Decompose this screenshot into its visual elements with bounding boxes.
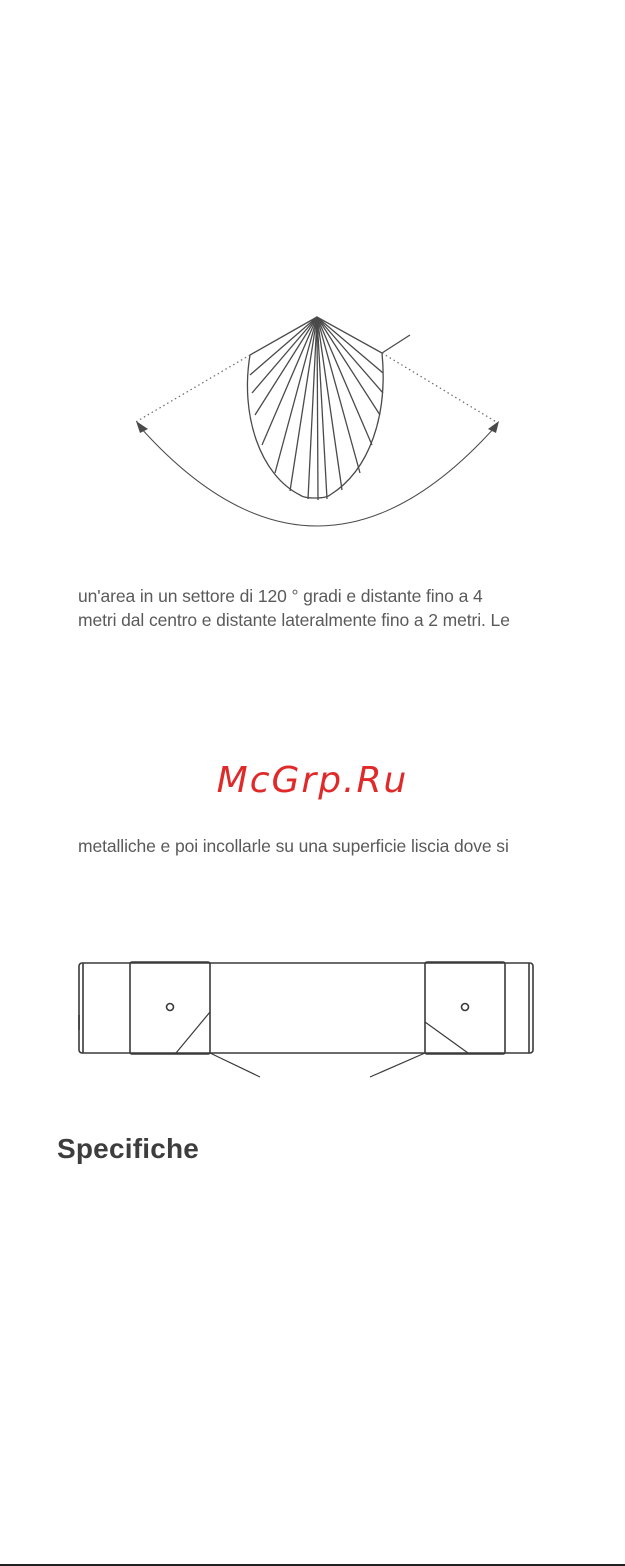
description-line-3: metalliche e poi incollarle su una superficie liscia dove si: [78, 836, 509, 856]
sensor-pointer-line: [382, 335, 410, 353]
device-mounting-diagram: [70, 950, 550, 1085]
screw-hole-left: [167, 1004, 174, 1011]
range-boundary-lines: [134, 353, 498, 423]
description-line-2: metri dal centro e distante lateralmente fino a 2 metri. Le: [78, 610, 510, 630]
mounting-pad-left: [130, 962, 210, 1054]
screw-hole-right: [462, 1004, 469, 1011]
description-line-1: un'area in un settore di 120 ° gradi e distante fino a 4: [78, 586, 483, 606]
detection-range-diagram: [120, 305, 520, 545]
arc-arrow-left: [136, 421, 148, 433]
mounting-pad-right: [425, 962, 505, 1054]
watermark-logo: McGrp.Ru: [216, 760, 409, 801]
detection-rays: [250, 317, 383, 500]
section-heading-specifications: Specifiche: [57, 1133, 200, 1164]
arc-arrow-right: [488, 421, 499, 433]
device-body: [79, 963, 533, 1053]
